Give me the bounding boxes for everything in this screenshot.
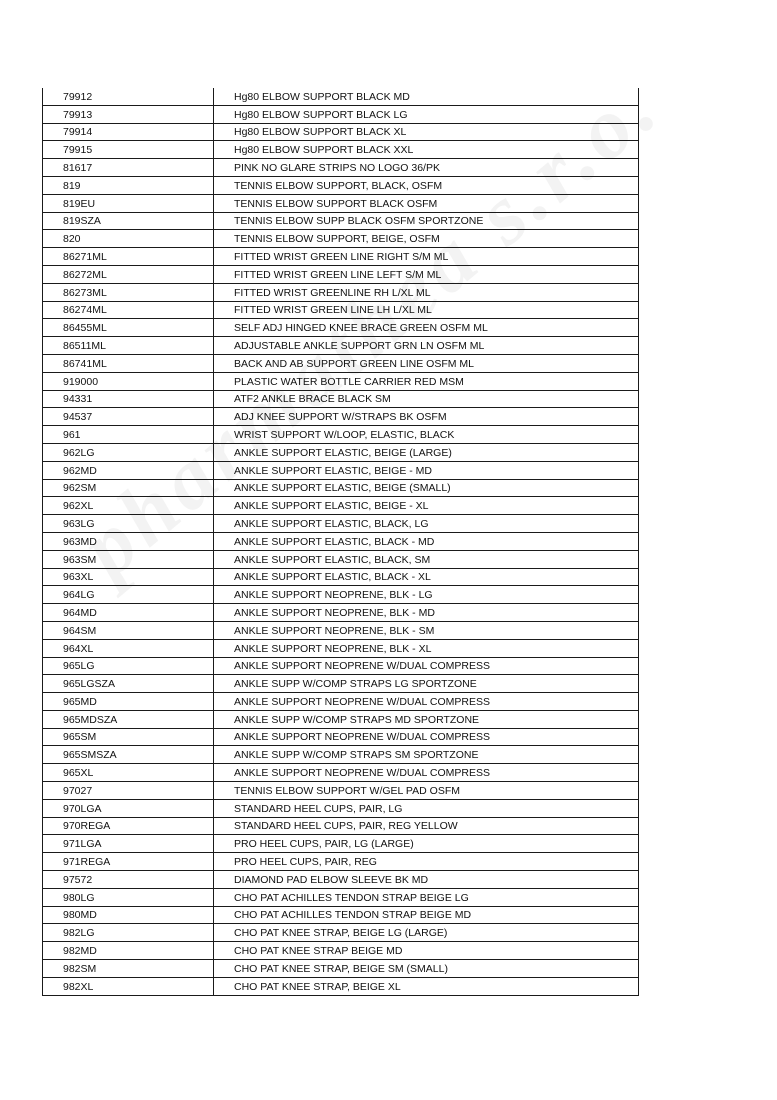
table-row bbox=[43, 710, 639, 728]
table-row bbox=[43, 283, 639, 301]
table-row bbox=[43, 657, 639, 675]
table-row bbox=[43, 532, 639, 550]
product-code-cell: 962SM bbox=[43, 479, 214, 497]
product-code-cell: 819 bbox=[43, 176, 214, 194]
product-description-cell: CHO PAT ACHILLES TENDON STRAP BEIGE LG bbox=[214, 888, 639, 906]
product-code-cell: 86741ML bbox=[43, 354, 214, 372]
product-code-cell: 961 bbox=[43, 426, 214, 444]
product-description-cell: TENNIS ELBOW SUPPORT BLACK OSFM bbox=[214, 194, 639, 212]
table-row bbox=[43, 141, 639, 159]
product-description-cell: CHO PAT KNEE STRAP, BEIGE SM (SMALL) bbox=[214, 960, 639, 978]
product-code-cell: 86271ML bbox=[43, 248, 214, 266]
product-code-cell: 962XL bbox=[43, 497, 214, 515]
product-description-cell: Hg80 ELBOW SUPPORT BLACK XXL bbox=[214, 141, 639, 159]
product-description-cell: TENNIS ELBOW SUPP BLACK OSFM SPORTZONE bbox=[214, 212, 639, 230]
table-row bbox=[43, 337, 639, 355]
product-code-cell: 965MDSZA bbox=[43, 710, 214, 728]
product-code-cell: 94331 bbox=[43, 390, 214, 408]
table-row bbox=[43, 159, 639, 177]
product-code-cell: 963XL bbox=[43, 568, 214, 586]
product-code-cell: 97572 bbox=[43, 871, 214, 889]
product-code-cell: 79912 bbox=[43, 88, 214, 105]
product-description-cell: STANDARD HEEL CUPS, PAIR, LG bbox=[214, 799, 639, 817]
product-description-cell: CHO PAT KNEE STRAP BEIGE MD bbox=[214, 942, 639, 960]
table-row bbox=[43, 194, 639, 212]
product-code-cell: 963SM bbox=[43, 550, 214, 568]
product-description-cell: WRIST SUPPORT W/LOOP, ELASTIC, BLACK bbox=[214, 426, 639, 444]
product-description-cell: DIAMOND PAD ELBOW SLEEVE BK MD bbox=[214, 871, 639, 889]
product-description-cell: Hg80 ELBOW SUPPORT BLACK MD bbox=[214, 88, 639, 105]
product-code-cell: 982XL bbox=[43, 977, 214, 995]
product-description-cell: ANKLE SUPPORT NEOPRENE, BLK - SM bbox=[214, 621, 639, 639]
table-row bbox=[43, 604, 639, 622]
table-row bbox=[43, 88, 639, 105]
product-description-cell: SELF ADJ HINGED KNEE BRACE GREEN OSFM ML bbox=[214, 319, 639, 337]
table-row bbox=[43, 799, 639, 817]
product-description-cell: ADJ KNEE SUPPORT W/STRAPS BK OSFM bbox=[214, 408, 639, 426]
product-code-cell: 86511ML bbox=[43, 337, 214, 355]
table-row bbox=[43, 176, 639, 194]
product-description-cell: FITTED WRIST GREEN LINE RIGHT S/M ML bbox=[214, 248, 639, 266]
product-description-cell: ANKLE SUPP W/COMP STRAPS MD SPORTZONE bbox=[214, 710, 639, 728]
product-description-cell: ANKLE SUPPORT NEOPRENE, BLK - XL bbox=[214, 639, 639, 657]
product-description-cell: ANKLE SUPPORT NEOPRENE, BLK - MD bbox=[214, 604, 639, 622]
product-code-cell: 971REGA bbox=[43, 853, 214, 871]
product-description-cell: STANDARD HEEL CUPS, PAIR, REG YELLOW bbox=[214, 817, 639, 835]
product-description-cell: ANKLE SUPPORT NEOPRENE W/DUAL COMPRESS bbox=[214, 693, 639, 711]
product-description-cell: ANKLE SUPPORT NEOPRENE W/DUAL COMPRESS bbox=[214, 728, 639, 746]
product-description-cell: ANKLE SUPPORT ELASTIC, BLACK - MD bbox=[214, 532, 639, 550]
product-description-cell: ANKLE SUPPORT ELASTIC, BEIGE - MD bbox=[214, 461, 639, 479]
product-description-cell: Hg80 ELBOW SUPPORT BLACK LG bbox=[214, 105, 639, 123]
product-description-cell: ANKLE SUPPORT ELASTIC, BLACK - XL bbox=[214, 568, 639, 586]
product-code-cell: 820 bbox=[43, 230, 214, 248]
product-code-cell: 86274ML bbox=[43, 301, 214, 319]
table-row bbox=[43, 461, 639, 479]
product-description-cell: PRO HEEL CUPS, PAIR, LG (LARGE) bbox=[214, 835, 639, 853]
table-row bbox=[43, 924, 639, 942]
product-description-cell: ANKLE SUPPORT ELASTIC, BEIGE - XL bbox=[214, 497, 639, 515]
product-description-cell: FITTED WRIST GREEN LINE LEFT S/M ML bbox=[214, 265, 639, 283]
product-code-cell: 963MD bbox=[43, 532, 214, 550]
table-row bbox=[43, 871, 639, 889]
product-code-cell: 964LG bbox=[43, 586, 214, 604]
product-code-cell: 919000 bbox=[43, 372, 214, 390]
product-description-cell: CHO PAT KNEE STRAP, BEIGE XL bbox=[214, 977, 639, 995]
table-row bbox=[43, 675, 639, 693]
table-row bbox=[43, 586, 639, 604]
product-description-cell: ANKLE SUPPORT ELASTIC, BEIGE (LARGE) bbox=[214, 443, 639, 461]
table-row bbox=[43, 230, 639, 248]
product-description-cell: CHO PAT ACHILLES TENDON STRAP BEIGE MD bbox=[214, 906, 639, 924]
product-code-cell: 97027 bbox=[43, 782, 214, 800]
product-description-cell: ANKLE SUPPORT NEOPRENE, BLK - LG bbox=[214, 586, 639, 604]
table-row bbox=[43, 550, 639, 568]
table-row bbox=[43, 888, 639, 906]
product-code-cell: 86455ML bbox=[43, 319, 214, 337]
table-row bbox=[43, 764, 639, 782]
product-code-cell: 964MD bbox=[43, 604, 214, 622]
table-row bbox=[43, 319, 639, 337]
table-row bbox=[43, 265, 639, 283]
product-description-cell: PLASTIC WATER BOTTLE CARRIER RED MSM bbox=[214, 372, 639, 390]
table-row bbox=[43, 426, 639, 444]
table-row bbox=[43, 835, 639, 853]
product-description-cell: PINK NO GLARE STRIPS NO LOGO 36/PK bbox=[214, 159, 639, 177]
table-row bbox=[43, 408, 639, 426]
table-row bbox=[43, 123, 639, 141]
product-code-cell: 79914 bbox=[43, 123, 214, 141]
table-row bbox=[43, 354, 639, 372]
product-description-cell: TENNIS ELBOW SUPPORT W/GEL PAD OSFM bbox=[214, 782, 639, 800]
table-row bbox=[43, 853, 639, 871]
product-description-cell: CHO PAT KNEE STRAP, BEIGE LG (LARGE) bbox=[214, 924, 639, 942]
product-code-cell: 79913 bbox=[43, 105, 214, 123]
table-row bbox=[43, 746, 639, 764]
table-row bbox=[43, 906, 639, 924]
product-code-cell: 965SM bbox=[43, 728, 214, 746]
product-code-cell: 965XL bbox=[43, 764, 214, 782]
product-code-cell: 982MD bbox=[43, 942, 214, 960]
product-code-cell: 971LGA bbox=[43, 835, 214, 853]
product-description-cell: TENNIS ELBOW SUPPORT, BEIGE, OSFM bbox=[214, 230, 639, 248]
product-description-cell: ANKLE SUPPORT NEOPRENE W/DUAL COMPRESS bbox=[214, 764, 639, 782]
product-description-cell: ANKLE SUPP W/COMP STRAPS SM SPORTZONE bbox=[214, 746, 639, 764]
product-code-cell: 980MD bbox=[43, 906, 214, 924]
product-table bbox=[42, 88, 639, 996]
product-code-cell: 819SZA bbox=[43, 212, 214, 230]
table-row bbox=[43, 443, 639, 461]
table-row bbox=[43, 515, 639, 533]
product-description-cell: FITTED WRIST GREEN LINE LH L/XL ML bbox=[214, 301, 639, 319]
product-code-cell: 86273ML bbox=[43, 283, 214, 301]
product-description-cell: Hg80 ELBOW SUPPORT BLACK XL bbox=[214, 123, 639, 141]
table-row bbox=[43, 390, 639, 408]
product-code-cell: 982SM bbox=[43, 960, 214, 978]
table-row bbox=[43, 479, 639, 497]
product-description-cell: ANKLE SUPPORT ELASTIC, BEIGE (SMALL) bbox=[214, 479, 639, 497]
table-row bbox=[43, 693, 639, 711]
table-row bbox=[43, 497, 639, 515]
product-code-cell: 970LGA bbox=[43, 799, 214, 817]
table-row bbox=[43, 782, 639, 800]
table-row bbox=[43, 212, 639, 230]
product-code-cell: 79915 bbox=[43, 141, 214, 159]
table-row bbox=[43, 621, 639, 639]
product-code-cell: 980LG bbox=[43, 888, 214, 906]
product-code-cell: 963LG bbox=[43, 515, 214, 533]
product-description-cell: ANKLE SUPPORT ELASTIC, BLACK, LG bbox=[214, 515, 639, 533]
product-code-cell: 86272ML bbox=[43, 265, 214, 283]
product-code-cell: 94537 bbox=[43, 408, 214, 426]
table-row bbox=[43, 301, 639, 319]
product-code-cell: 962MD bbox=[43, 461, 214, 479]
product-description-cell: FITTED WRIST GREENLINE RH L/XL ML bbox=[214, 283, 639, 301]
product-code-cell: 965SMSZA bbox=[43, 746, 214, 764]
product-code-cell: 962LG bbox=[43, 443, 214, 461]
table-row bbox=[43, 728, 639, 746]
product-code-cell: 970REGA bbox=[43, 817, 214, 835]
product-code-cell: 819EU bbox=[43, 194, 214, 212]
product-description-cell: ANKLE SUPP W/COMP STRAPS LG SPORTZONE bbox=[214, 675, 639, 693]
table-row bbox=[43, 817, 639, 835]
product-description-cell: BACK AND AB SUPPORT GREEN LINE OSFM ML bbox=[214, 354, 639, 372]
product-code-cell: 964SM bbox=[43, 621, 214, 639]
table-row bbox=[43, 960, 639, 978]
product-description-cell: PRO HEEL CUPS, PAIR, REG bbox=[214, 853, 639, 871]
product-code-cell: 965MD bbox=[43, 693, 214, 711]
table-row bbox=[43, 372, 639, 390]
product-code-cell: 965LGSZA bbox=[43, 675, 214, 693]
product-description-cell: ANKLE SUPPORT NEOPRENE W/DUAL COMPRESS bbox=[214, 657, 639, 675]
table-row bbox=[43, 248, 639, 266]
product-description-cell: ANKLE SUPPORT ELASTIC, BLACK, SM bbox=[214, 550, 639, 568]
product-description-cell: ATF2 ANKLE BRACE BLACK SM bbox=[214, 390, 639, 408]
table-row bbox=[43, 639, 639, 657]
product-description-cell: ADJUSTABLE ANKLE SUPPORT GRN LN OSFM ML bbox=[214, 337, 639, 355]
product-description-cell: TENNIS ELBOW SUPPORT, BLACK, OSFM bbox=[214, 176, 639, 194]
product-code-cell: 81617 bbox=[43, 159, 214, 177]
table-row bbox=[43, 977, 639, 995]
table-row bbox=[43, 942, 639, 960]
table-row bbox=[43, 568, 639, 586]
table-row bbox=[43, 105, 639, 123]
product-code-cell: 982LG bbox=[43, 924, 214, 942]
product-table-body bbox=[43, 88, 639, 995]
product-code-cell: 965LG bbox=[43, 657, 214, 675]
product-code-cell: 964XL bbox=[43, 639, 214, 657]
